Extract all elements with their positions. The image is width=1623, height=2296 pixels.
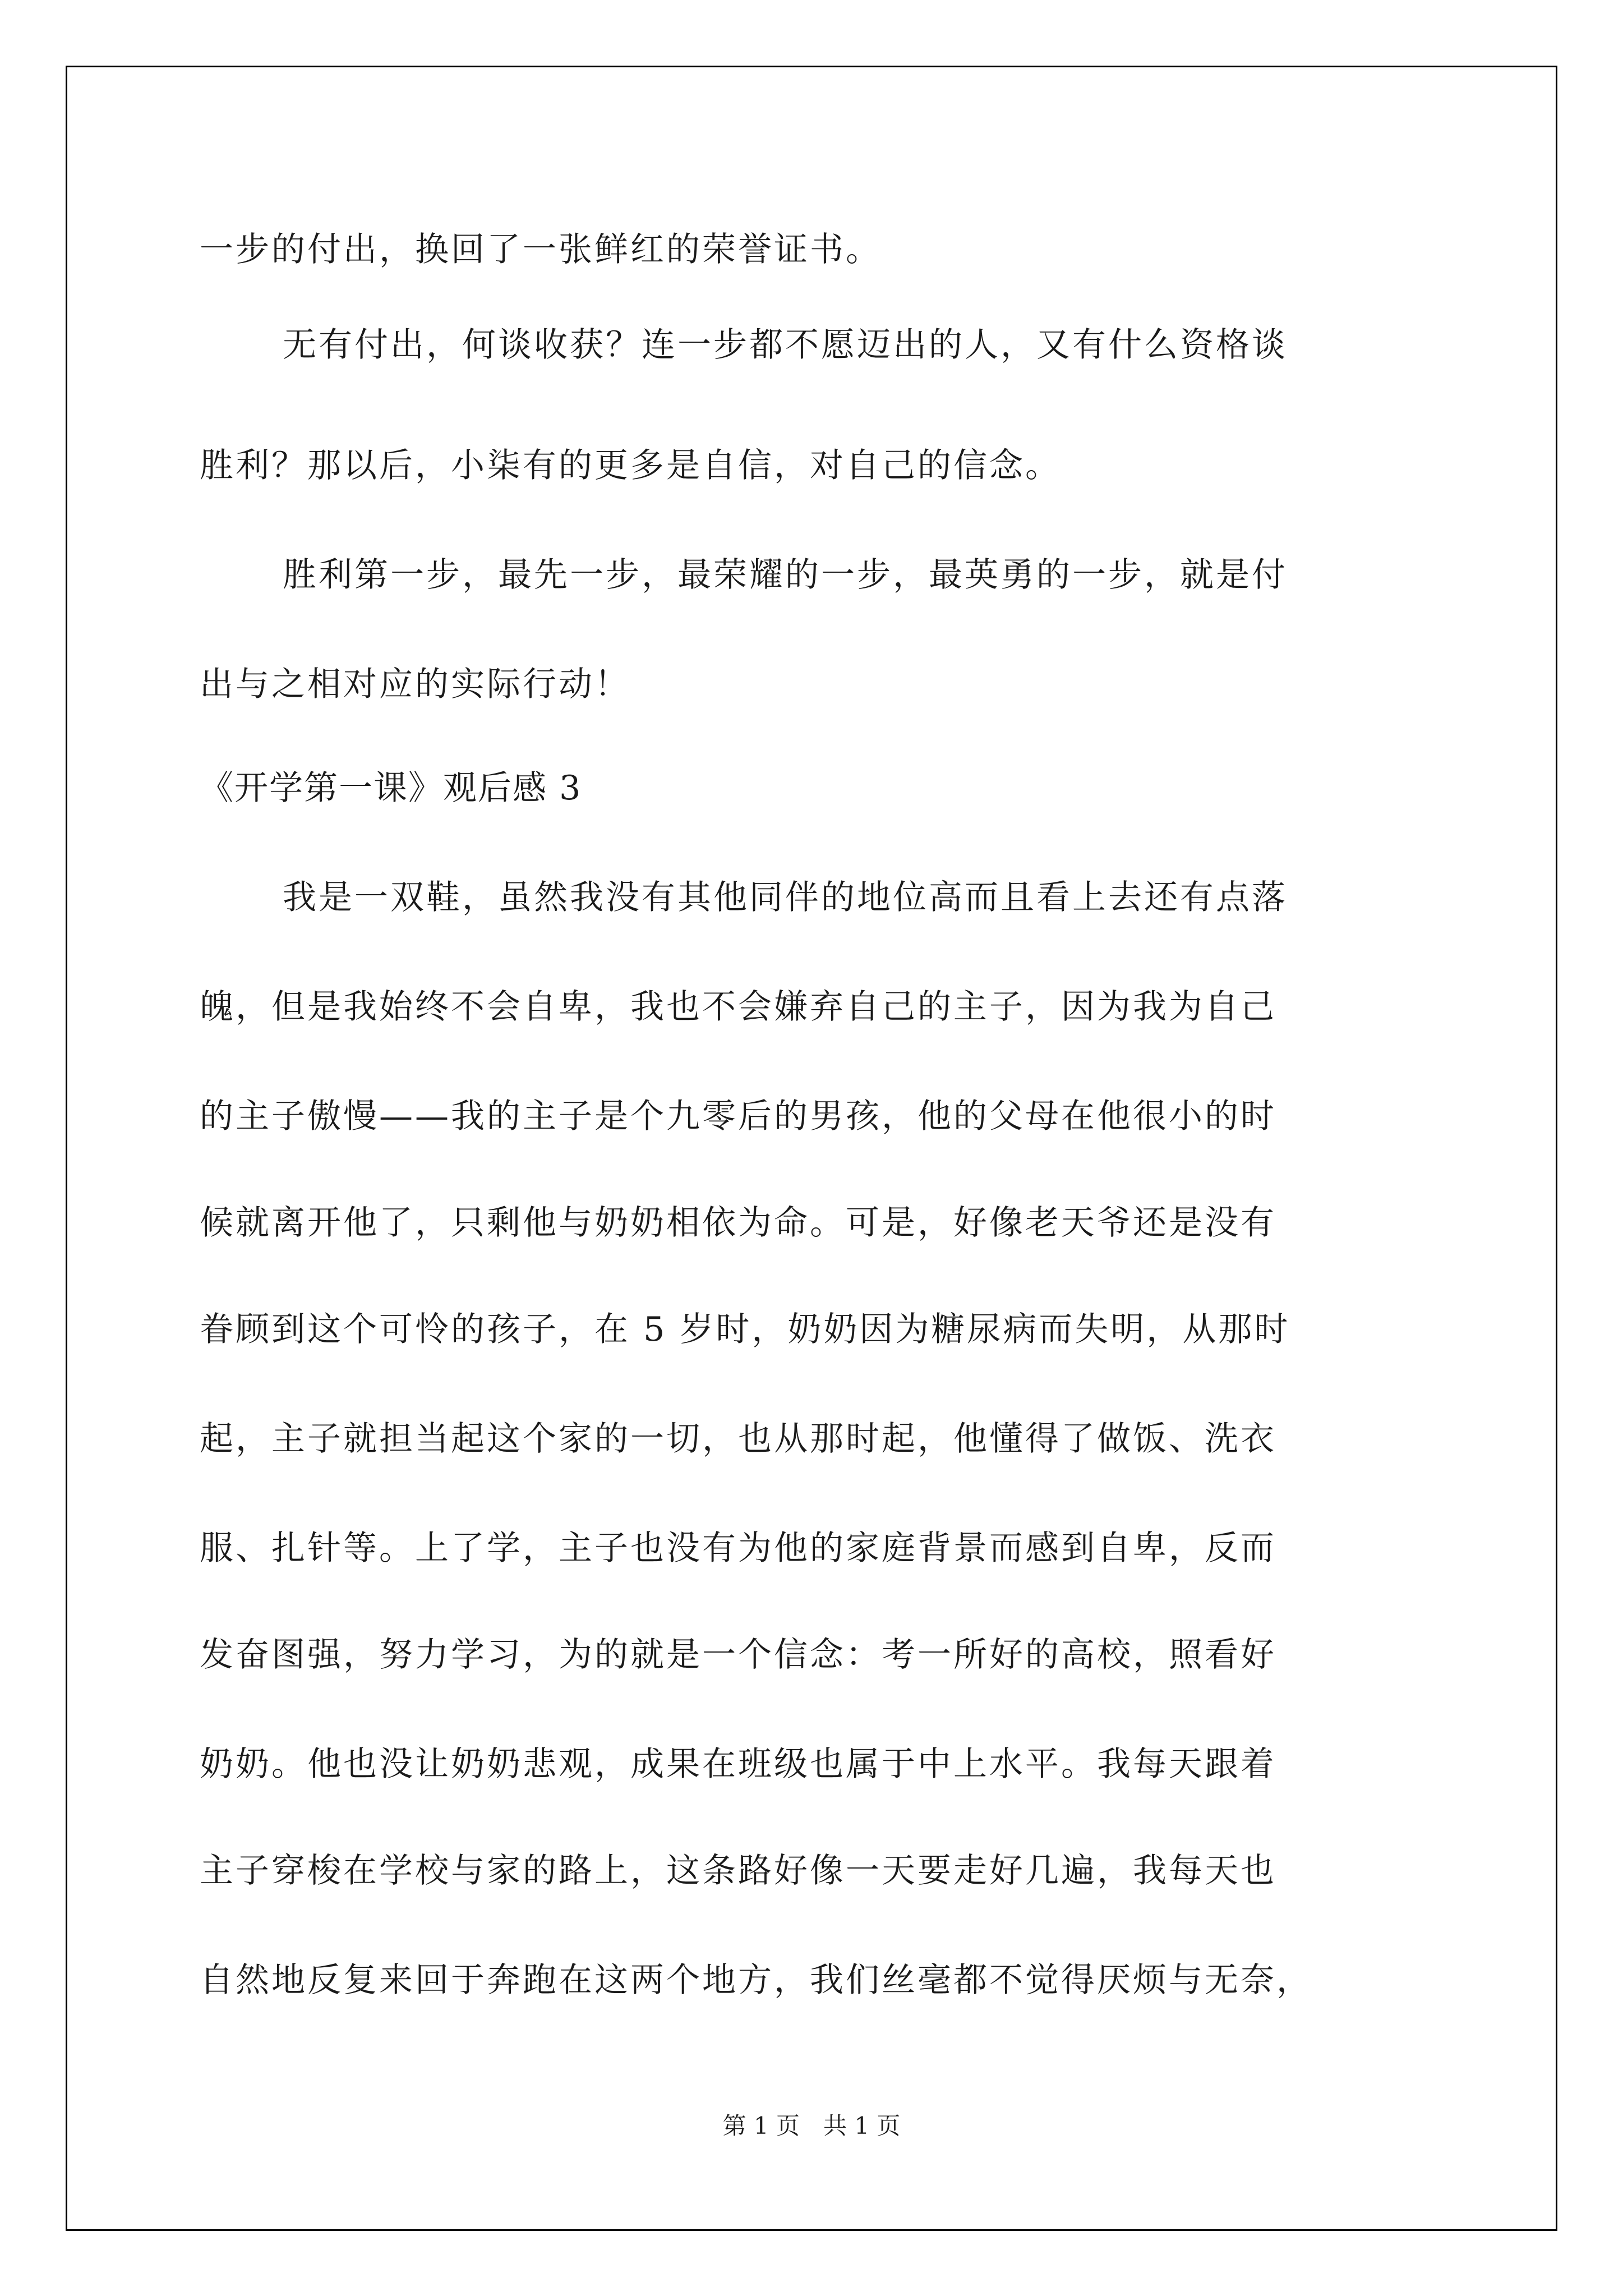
text-line: 自然地反复来回于奔跑在这两个地方，我们丝毫都不觉得厌烦与无奈， — [200, 1961, 1312, 2000]
text-line: 一步的付出，换回了一张鲜红的荣誉证书。 — [200, 230, 882, 269]
text-line: 奶奶。他也没让奶奶悲观，成果在班级也属于中上水平。我每天跟着 — [200, 1745, 1276, 1784]
text-line: 起，主子就担当起这个家的一切，也从那时起，他懂得了做饭、洗衣 — [200, 1419, 1276, 1458]
text-line: 出与之相对应的实际行动！ — [200, 665, 630, 704]
section-heading: 《开学第一课》观后感 3 — [200, 769, 582, 808]
page-footer: 第 1 页 共 1 页 — [722, 2112, 901, 2139]
text-line: 服、扎针等。上了学，主子也没有为他的家庭背景而感到自卑，反而 — [200, 1529, 1276, 1568]
text-line: 候就离开他了，只剩他与奶奶相依为命。可是，好像老天爷还是没有 — [200, 1203, 1276, 1243]
text-line: 的主子傲慢——我的主子是个九零后的男孩，他的父母在他很小的时 — [200, 1097, 1276, 1136]
text-line: 眷顾到这个可怜的孩子，在 5 岁时，奶奶因为糖尿病而失明，从那时 — [200, 1310, 1290, 1349]
text-line: 魄，但是我始终不会自卑，我也不会嫌弃自己的主子，因为我为自己 — [200, 987, 1276, 1027]
text-line: 胜利？那以后，小柒有的更多是自信，对自己的信念。 — [200, 446, 1061, 485]
paragraph-start-line: 胜利第一步，最先一步，最荣耀的一步，最英勇的一步，就是付 — [283, 555, 1288, 595]
paragraph-start-line: 无有付出，何谈收获？连一步都不愿迈出的人，又有什么资格谈 — [283, 325, 1288, 365]
text-line: 发奋图强，努力学习，为的就是一个信念：考一所好的高校，照看好 — [200, 1635, 1276, 1674]
text-line: 主子穿梭在学校与家的路上，这条路好像一天要走好几遍，我每天也 — [200, 1851, 1276, 1890]
page-border — [66, 66, 1557, 2231]
paragraph-start-line: 我是一双鞋，虽然我没有其他同伴的地位高而且看上去还有点落 — [283, 878, 1288, 917]
